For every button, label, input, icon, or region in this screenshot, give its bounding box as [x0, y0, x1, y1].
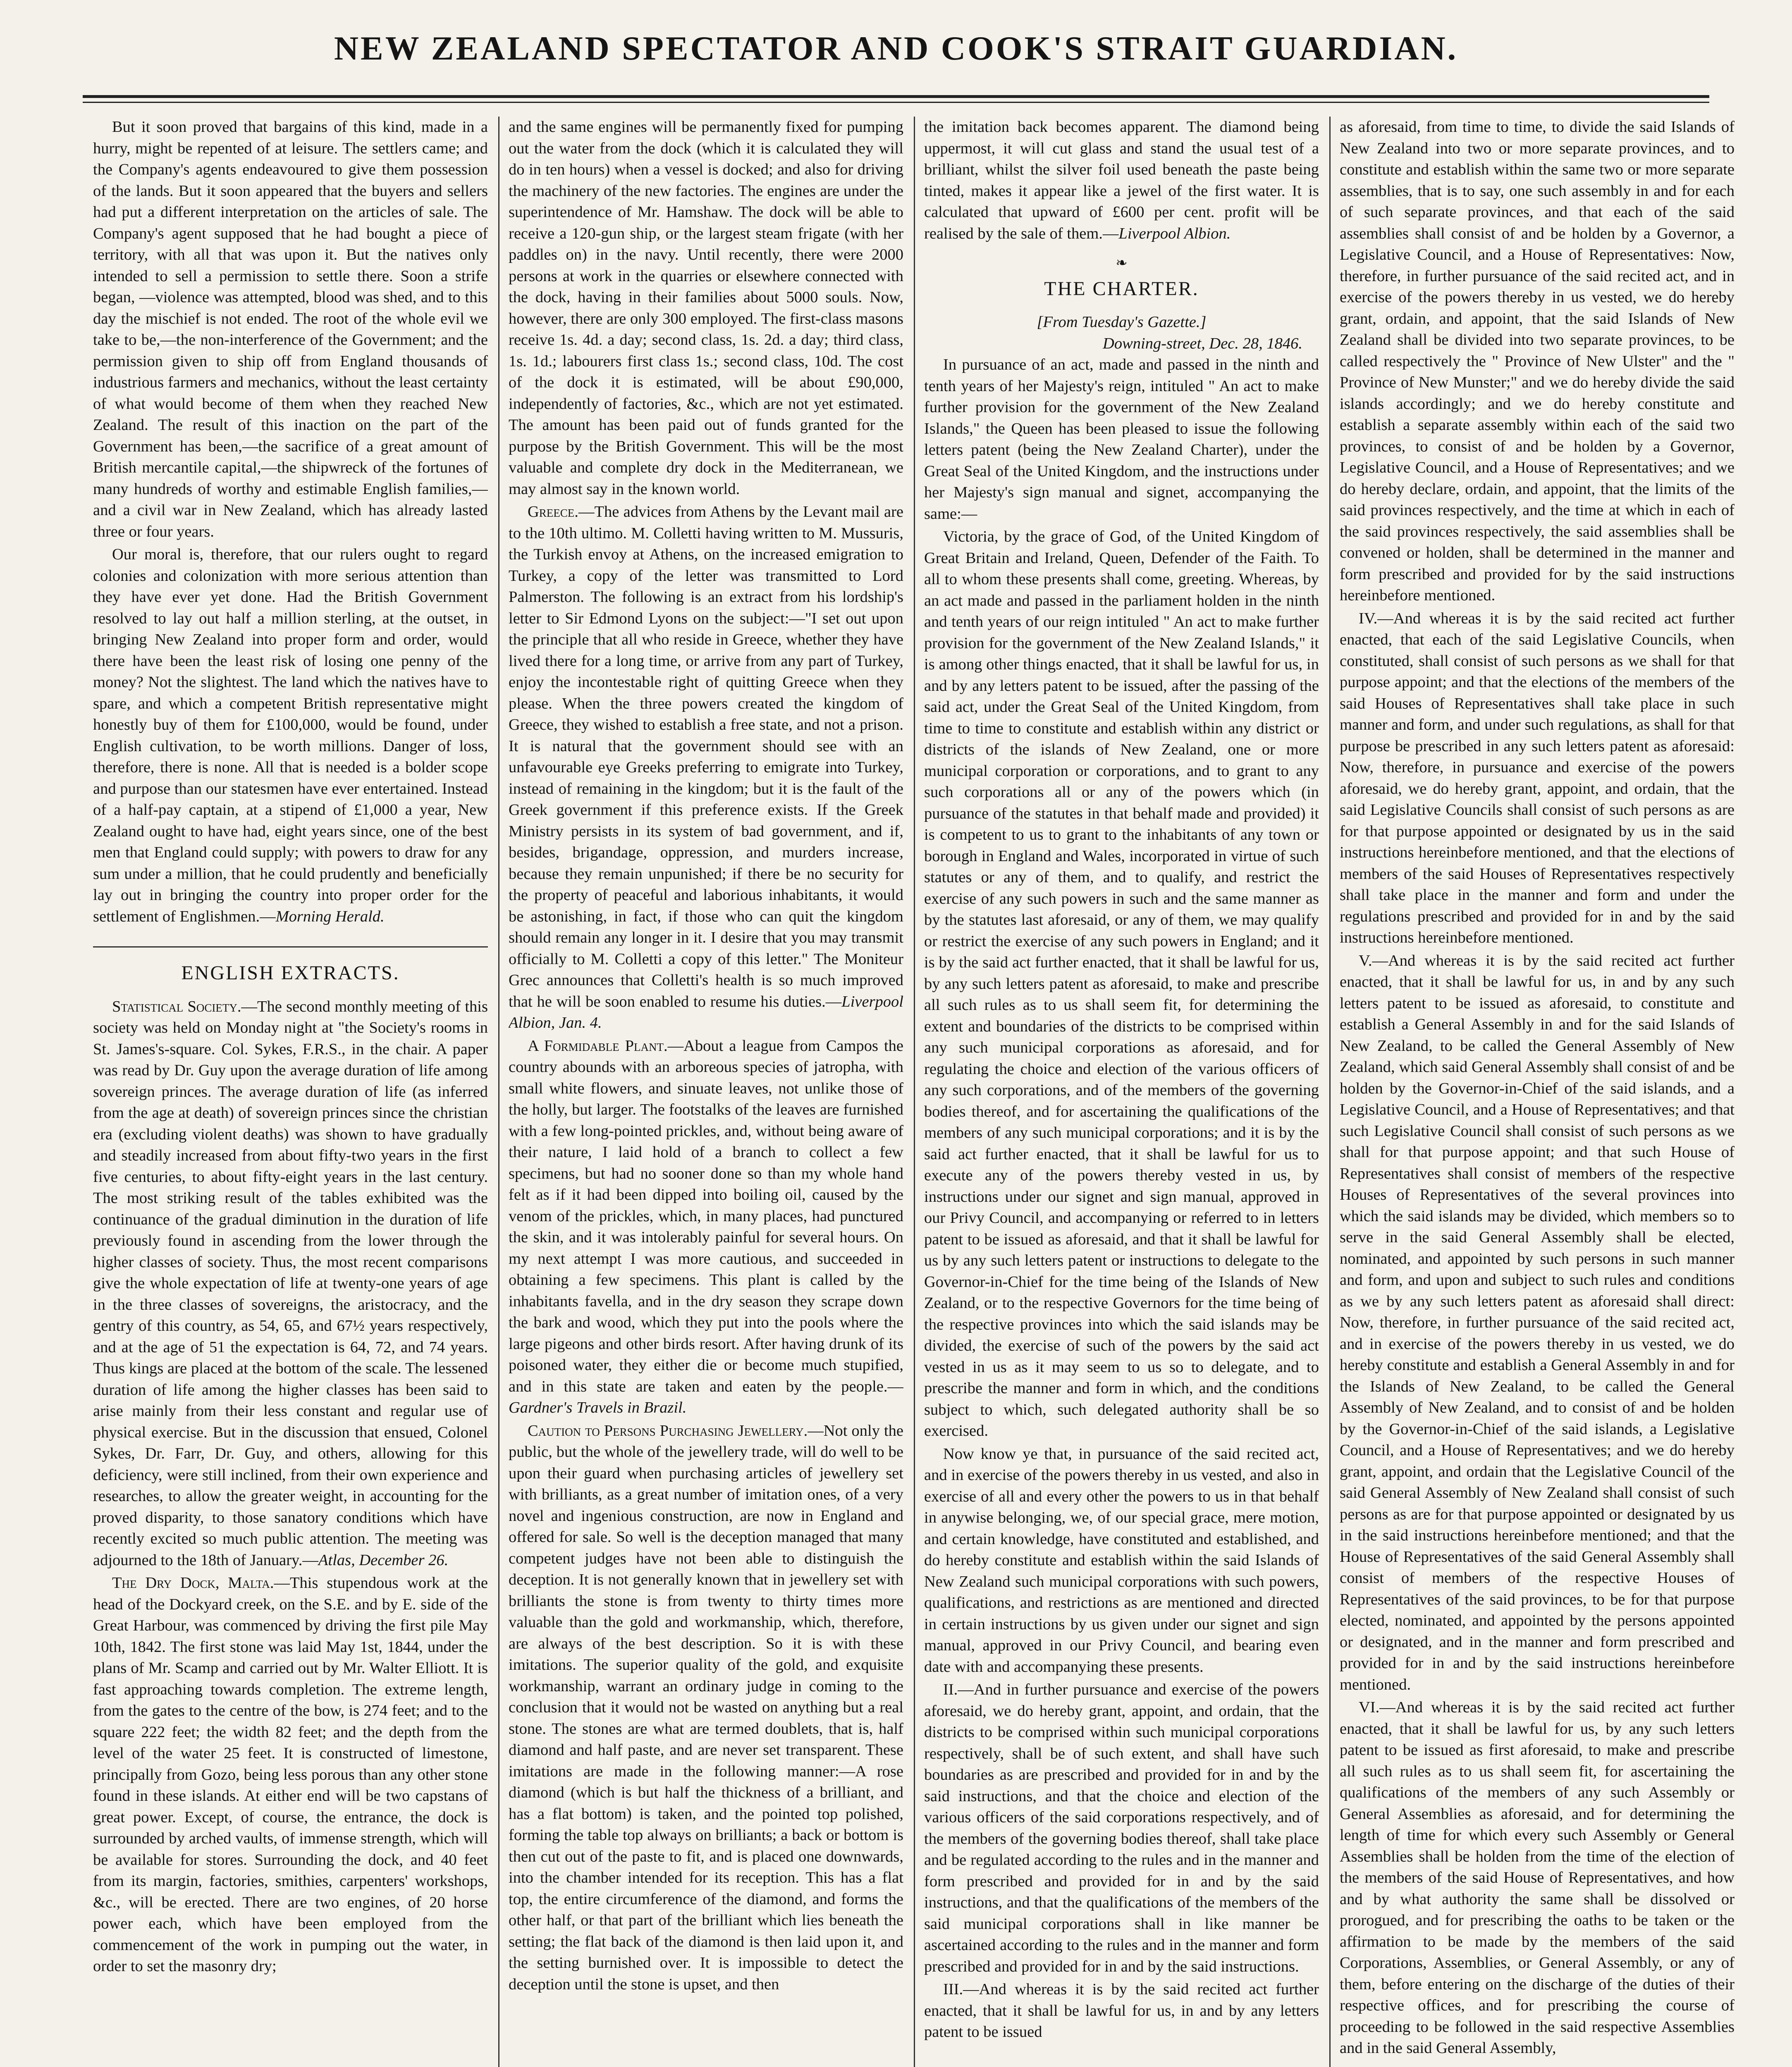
charter-paragraph: Now know ye that, in pursuance of the said recited act, and in exercise of the powers thereby in us vested, and also in exercise of all and every other the powers to us in that behalf in anywise belonging, we, of our special grace, mere motion, and certain knowledge, have constituted and established, and do hereby constitute and establish within the said Islands of New Zealand such municipal corporations with such powers, qualifications, and restrictions as are mentioned and directed in certain instructions by us given under our signet and sign manual, approved in our Privy Council, and bearing even date with and accompanying these presents. [924, 1445, 1319, 1676]
article-paragraph: Our moral is, therefore, that our rulers ought to regard colonies and colonization with more serious attention than they have ever yet done. Had the British Government resolved to lay out half a million sterling, at the outset, in bringing New Zealand into proper form and order, would there have been the least risk of losing one penny of the money? Not the slightest. The land which the natives have to spare, and which a competent British representative might honestly buy of them for £100,000, would be found, under English cultivation, to be worth millions. Danger of loss, therefore, there is none. All that is needed is a bolder scope and purpose than our statesmen have ever entertained. Instead of a half-pay captain, at a stipend of £1,000 a year, New Zealand ought to have had, eight years since, one of the best men that England could supply; with powers to draw for any sum under a million, that he could prudently and beneficially lay out in bringing the country into proper order for the settlement of Englishmen.—Morning Herald. [93, 546, 488, 925]
charter-paragraph: In pursuance of an act, made and passed in the ninth and tenth years of her Majesty's reign, intituled " An act to make further provision for the government of the New Zealand Islands," the Queen has been pleased to issue the following letters patent (being the New Zealand Charter), under the Great Seal of the United Kingdom, and the instructions under her Majesty's sign manual and signet, accompanying the same:— [924, 356, 1319, 523]
column-1 [93, 117, 488, 2067]
column-divider [914, 117, 915, 2067]
article-rubric: Greece. [528, 503, 578, 520]
source-attribution: Atlas, December 26. [318, 1551, 449, 1569]
charter-paragraph: IV.—And whereas it is by the said recited act further enacted, that each of the said Legislative Councils, when constituted, shall consist of such persons as we shall for that purpose appoint; and that the elections of the members of the said Houses of Representatives shall take place in such manner and form, and under such regulations, as shall for that purpose be prescribed in any such letters patent as aforesaid: Now, therefore, in pursuance and exercise of the powers aforesaid, we do hereby grant, appoint, and ordain, that the said Legislative Councils shall consist of such persons as are for that purpose appointed or designated by us in the said instructions hereinbefore mentioned, and that the elections of members of the said Houses of Representatives respectively shall take place in the manner and form and under the regulations prescribed and provided for in and by the said instructions hereinbefore mentioned. [1340, 609, 1735, 946]
charter-paragraph: II.—And in further pursuance and exercise of the powers aforesaid, we do hereby grant, appoint, and ordain, that the districts to be comprised within such municipal corporations respectively, shall be of such extent, and shall have such boundaries as are prescribed and provided for in and by the said instructions, and that the choice and election of the various officers of the said corporations respectively, and of the members of the governing bodies thereof, shall take place and be regulated according to the rules and in the manner and form prescribed and provided for in and by the said instructions, and that the qualifications of the members of the said municipal corporations shall in like manner be ascertained according to the rules and in the manner and form prescribed and provided for in and by the said instructions. [924, 1681, 1319, 1975]
column-divider [498, 117, 499, 2067]
masthead-rule-thin [83, 102, 1709, 103]
article-rubric: Caution to Persons Purchasing Jewellery. [528, 1422, 808, 1439]
article-paragraph: Caution to Persons Purchasing Jewellery.—Not only the public, but the whole of the jewellery trade, will do well to be upon their guard when purchasing articles of jewellery set with brilliants, as a great number of imitation ones, of a very novel and ingenious construction, are now in England and offered for sale. So well is the deception managed that many competent judges have not been able to distinguish the deception. It is not generally known that in jewellery set with brilliants the stone is from twenty to thirty times more valuable than the gold and workmanship, which, therefore, are always of the best description. So it is with these imitations. The superior quality of the gold, and exquisite workmanship, warrant an ordinary judge in coming to the conclusion that it would not be wasted on anything but a real stone. The stones are what are termed doublets, that is, half diamond and half paste, and are never set transparent. These imitations are made in the following manner:—A rose diamond (which is but half the thickness of a brilliant, and has a flat bottom) is taken, and the pointed top polished, forming the table top always on brilliants; a back or bottom is then cut out of the paste to fit, and is placed one downwards, into the chamber intended for its reception. This has a flat top, the entire circumference of the diamond, and forms the other half, or that part of the brilliant which lies beneath the setting; the flat back of the diamond is then laid upon it, and the setting burnished over. It is impossible to detect the deception until the stone is upset, and then [509, 1422, 903, 1993]
ornament-icon: ❧ [1116, 255, 1128, 271]
column-4 [1340, 117, 1735, 2067]
masthead-rule [83, 95, 1709, 98]
source-attribution: Morning Herald. [275, 907, 385, 925]
charter-paragraph: III.—And whereas it is by the said recited act further enacted, that it shall be lawful for us, in and by any letters patent to be issued [924, 1981, 1319, 2041]
charter-paragraph: V.—And whereas it is by the said recited act further enacted, that it shall be lawful for us, in and by any such letters patent to be issued as aforesaid, to constitute and establish a General Assembly in and for the said Islands of New Zealand, to be called the General Assembly of New Zealand, which said General Assembly shall consist of and be holden by the Governor-in-Chief of the said islands, and a Legislative Council, and a House of Representatives; and that such Legislative Council shall consist of such persons as we shall for that purpose appoint; and that such House of Representatives shall consist of members of the respective Houses of Representatives of the several provinces into which the said islands may be divided, which members so to serve in the said General Assembly shall be elected, nominated, and appointed by such persons in such manner and form, and upon and subject to such rules and conditions as we by any such letters patent as aforesaid shall direct: Now, therefore, in further pursuance of the said recited act, and in exercise of the powers thereby in us vested, we do hereby constitute and establish a General Assembly in and for the Islands of New Zealand, to be called the General Assembly of New Zealand, and to consist of and be holden by the Governor-in-Chief of the said islands, a Legislative Council, and a House of Representatives; and we do hereby grant, appoint, and ordain that the Legislative Council of the said General Assembly of New Zealand shall consist of such persons as are for that purpose appointed or designated by us in the said instructions hereinbefore mentioned; and that the House of Representatives of the said General Assembly shall consist of members of the respective Houses of Representatives of the said provinces, to be for that purpose elected, nominated, and appointed by the persons appointed or designated, and in the manner and form prescribed and provided for in and by the said instructions hereinbefore mentioned. [1340, 952, 1735, 1693]
article-rubric: A Formidable Plant. [528, 1037, 668, 1055]
section-title-charter: THE CHARTER. [1044, 277, 1199, 300]
source-attribution: Liverpool Albion, Jan. 4. [509, 993, 903, 1031]
column-2 [509, 117, 903, 2067]
column-3 [924, 117, 1319, 2067]
dateline: Downing-street, Dec. 28, 1846. [1103, 334, 1302, 352]
article-paragraph: Statistical Society.—The second monthly meeting of this society was held on Monday night at "the Society's rooms in St. James's-square. Col. Sykes, F.R.S., in the chair. A paper was read by Dr. Guy upon the average duration of life among sovereign princes. The average duration of life (as inferred from the age at death) of sovereign princes since the christian era (excluding violent deaths) was shown to have gradually and steadily increased from about fifty-two years in the first five centuries, to about fifty-eight years in the last century. The most striking result of the tables exhibited was the continuance of the gradual diminution in the duration of life previously found in ascending from the lower through the higher classes of society. Thus, the most recent comparisons give the whole expectation of life at twenty-one years of age in the three classes of sovereigns, the aristocracy, and the gentry of this country, as 54, 65, and 67½ years respectively, and at the age of 51 the expectation is 64, 72, and 74 years. Thus kings are placed at the bottom of the scale. The lessened duration of life among the higher classes has been said to arise mainly from their less constant and regular use of physical exercise. But in the discussion that ensued, Colonel Sykes, Dr. Farr, Dr. Guy, and others, allowing for this deficiency, were still inclined, from their own experience and researches, to allow the greater weight, in accounting for the proved disparity, to those sanatory conditions which have recently excited so much public attention. The meeting was adjourned to the 18th of January.—Atlas, December 26. [93, 998, 488, 1569]
source-attribution: Gardner's Travels in Brazil. [509, 1399, 687, 1416]
charter-paragraph: Victoria, by the grace of God, of the United Kingdom of Great Britain and Ireland, Queen, Defender of the Faith. To all to whom these presents shall come, greeting. Whereas, by an act made and passed in the parliament holden in the ninth and tenth years of our reign intituled " An act to make further provision for the government of the New Zealand Islands," it is among other things enacted, that it shall be lawful for us, in and by any letters patent to be issued, after the passing of the said act, under the Great Seal of the United Kingdom, from time to time to constitute and establish within any district or districts of the islands of New Zealand, one or more municipal corporation or corporations, and to grant to any such corporations all or any of the powers which (in pursuance of the statutes in that behalf made and provided) it is competent to us to grant to the inhabitants of any town or borough in England and Wales, incorporated in virtue of such statutes or any of them, and to qualify, and restrict the exercise of any such powers in such and the same manner as by the statutes last aforesaid, or any of them, we may qualify or restrict the exercise of any such powers in England; and it is by the said act further enacted, that it shall be lawful for us, by any such letters patent as aforesaid, to make and prescribe all such rules as to us shall seem fit, for determining the extent and boundaries of the districts to be comprised within any such municipal corporations as aforesaid, and for regulating the choice and election of the various officers of any such corporations, and of the members of the governing bodies thereof, and for ascertaining the qualifications of the members of any such municipal corporations; and it is by the said act further enacted, that it shall be lawful for us to execute any of the powers thereby vested in us, by instructions under our signet and sign manual, approved in our Privy Council, and accompanying or referred to in letters patent to be issued as aforesaid, and that it shall be lawful for us by any such letters patent or instructions to delegate to the Governor-in-Chief for the time being of the Islands of New Zealand, or to the respective Governors for the time being of the respective provinces into which the said islands may be divided, the exercise of such of the powers by the said act vested in us as it may seem to us so to delegate, and to prescribe the manner and form in which, and the conditions subject to which, such delegated authority shall be so exercised. [924, 528, 1319, 1439]
article-paragraph: A Formidable Plant.—About a league from Campos the country abounds with an arboreous species of jatropha, with small white flowers, and sinuate leaves, not unlike those of the holly, but larger. The footstalks of the leaves are furnished with a few long-pointed prickles, and, without being aware of their nature, I laid hold of a branch to collect a few specimens, but had no sooner done so than my whole hand felt as if it had been dipped into boiling oil, caused by the venom of the prickles, which, in many places, had punctured the skin, and it was intolerably painful for several hours. On my next attempt I was more cautious, and succeeded in obtaining a few specimens. This plant is called by the inhabitants favella, and in the dry season they scrape down the bark and wood, which they put into the pools where the large pigeons and other birds resort. After having drunk of its poisoned water, they either die or become much stupified, and in this state are taken and eaten by the people.—Gardner's Travels in Brazil. [509, 1037, 903, 1416]
article-paragraph: Greece.—The advices from Athens by the Levant mail are to the 10th ultimo. M. Colletti having written to M. Mussuris, the Turkish envoy at Athens, on the increased emigration to Turkey, a copy of the letter was transmitted to Lord Palmerston. The following is an extract from his lordship's letter to Sir Edmond Lyons on the subject:—"I set out upon the principle that all who reside in Greece, whether they have lived there for a long time, or arrive from any part of Turkey, enjoy the incontestable right of quitting Greece when they please. When the three powers created the kingdom of Greece, they wished to establish a free state, and not a prison. It is natural that the government should see with an unfavourable eye Greeks preferring to emigrate into Turkey, instead of remaining in the kingdom; but it is the fault of the Greek government if this preference exists. If the Greek Ministry persists in its system of bad government, and if, besides, brigandage, oppression, and murders increase, because they remain unpunished; if there be no security for the property of peaceful and laborious inhabitants, it would be astonishing, in fact, if those who can quit the kingdom should remain any longer in it. I desire that you may transmit officially to M. Colletti a copy of this letter." The Moniteur Grec announces that Colletti's health is so much improved that he will be soon enabled to resume his duties.—Liverpool Albion, Jan. 4. [509, 503, 903, 1031]
charter-paragraph: as aforesaid, from time to time, to divide the said Islands of New Zealand into two or more separate provinces, and to constitute and establish within the same two or more separate assemblies, that is to say, one such assembly in and for each of such separate provinces, and that each of the said assemblies shall consist of and be holden by a Governor, a Legislative Council, and a House of Representatives: Now, therefore, in further pursuance of the said recited act, and in exercise of the powers thereby in us vested, we do hereby grant, ordain, and appoint, that the said Islands of New Zealand shall be divided into two separate provinces, to be called respectively the " Province of New Ulster" and the " Province of New Munster;" and we do hereby divide the said islands accordingly; and we do hereby constitute and establish a separate assembly within each of the said two provinces, to consist of and be holden by a Governor, Legislative Council, and a House of Representatives; and we do hereby declare, ordain, and appoint, that the limits of the said provinces respectively, and the time at which in each of the said provinces respectively, the said assemblies shall be convened or holden, shall be determined in the manner and form prescribed and provided for by the said instructions hereinbefore mentioned. [1340, 118, 1735, 604]
article-paragraph: the imitation back becomes apparent. The diamond being uppermost, it will cut glass and stand the usual test of a brilliant, whilst the silver foil used beneath the paste being tinted, makes it appear like a jewel of the first water. It is calculated that upward of £600 per cent. profit will be realised by the sale of them.—Liverpool Albion. [924, 118, 1319, 242]
charter-paragraph: VI.—And whereas it is by the said recited act further enacted, that it shall be lawful for us, by any such letters patent to be issued as first aforesaid, to make and prescribe all such rules as to us shall seem fit, for ascertaining the qualifications of the members of any such Assembly or General Assemblies as aforesaid, and for determining the length of time for which every such Assembly or General Assemblies shall be holden from the time of the election of the members of the said House of Representatives, and how and by what authority the same shall be dissolved or prorogued, and for prescribing the oaths to be taken or the affirmation to be made by the members of the said Corporations, Assemblies, or General Assembly, or any of them, before entering on the discharge of the duties of their respective offices, and for prescribing the course of proceeding to be followed in the said respective Assemblies and in the said General Assembly, [1340, 1699, 1735, 2057]
article-rubric: The Dry Dock, Malta. [112, 1574, 274, 1592]
source-attribution: Liverpool Albion. [1118, 224, 1231, 242]
gazette-source: [From Tuesday's Gazette.] [1037, 313, 1207, 331]
masthead: NEW ZEALAND SPECTATOR AND COOK'S STRAIT GUARDIAN. [334, 29, 1458, 67]
column-divider [1329, 117, 1331, 2067]
article-paragraph: and the same engines will be permanently fixed for pumping out the water from the dock (which it is calculated they will do in ten hours) when a vessel is docked; and also for driving the machinery of the new factories. The engines are under the superintendence of Mr. Hamshaw. The dock will be able to receive a 120-gun ship, or the largest steam frigate (with her paddles on) in the navy. Until recently, there were 2000 persons at work in the quarries or elsewhere connected with the dock, having in their families about 5000 souls. Now, however, there are only 300 employed. The first-class masons receive 1s. 4d. a day; second class, 1s. 2d. a day; third class, 1s. 1d.; labourers first class 1s.; second class, 10d. The cost of the dock it is estimated, will be about £90,000, independently of factories, &c., which are not yet estimated. The amount has been paid out of funds granted for the purpose by the British Government. This will be the most valuable and complete dry dock in the Mediterranean, we may almost say in the known world. [509, 118, 903, 498]
article-paragraph: But it soon proved that bargains of this kind, made in a hurry, might be repented of at leisure. The settlers came; and the Company's agents endeavoured to give them possession of the lands. But it soon appeared that the buyers and sellers had put a different interpretation on the articles of sale. The Company's agent supposed that he had bought a piece of territory, with all that was upon it. But the natives only intended to sell a permission to settle there. Soon a strife began, —violence was attempted, blood was shed, and to this day the mischief is not ended. The root of the whole evil we take to be,—the non-interference of the Government; and the permission given to ship off from England thousands of industrious farmers and mechanics, without the least certainty of what would become of them when they reached New Zealand. The result of this inaction on the part of the Government has been,—the sacrifice of a great amount of British mercantile capital,—the shipwreck of the fortunes of many hundreds of worthy and estimable English families,—and a civil war in New Zealand, which has already lasted three or four years. [93, 118, 488, 540]
article-rubric: Statistical Society. [112, 998, 241, 1015]
section-title-english-extracts: ENGLISH EXTRACTS. [93, 946, 488, 984]
article-paragraph: The Dry Dock, Malta.—This stupendous work at the head of the Dockyard creek, on the S.E. and by E. side of the Great Harbour, was commenced by driving the first pile May 10th, 1842. The first stone was laid May 1st, 1844, under the plans of Mr. Scamp and carried out by Mr. Walter Elliott. It is fast approaching towards completion. The extreme length, from the gates to the centre of the bow, is 274 feet; and to the square 222 feet; the width 82 feet; and the depth from the level of the water 25 feet. It is constructed of limestone, principally from Gozo, being less porous than any other stone found in these islands. At either end will be two capstans of great power. Except, of course, the entrance, the dock is surrounded by arched vaults, of immense strength, which will be available for stores. Surrounding the dock, and 40 feet from its margin, factories, smithies, carpenters' workshops, &c., will be erected. There are two engines, of 20 horse power each, which have been employed from the commencement of the work in pumping out the water, in order to set the masonry dry; [93, 1574, 488, 1975]
